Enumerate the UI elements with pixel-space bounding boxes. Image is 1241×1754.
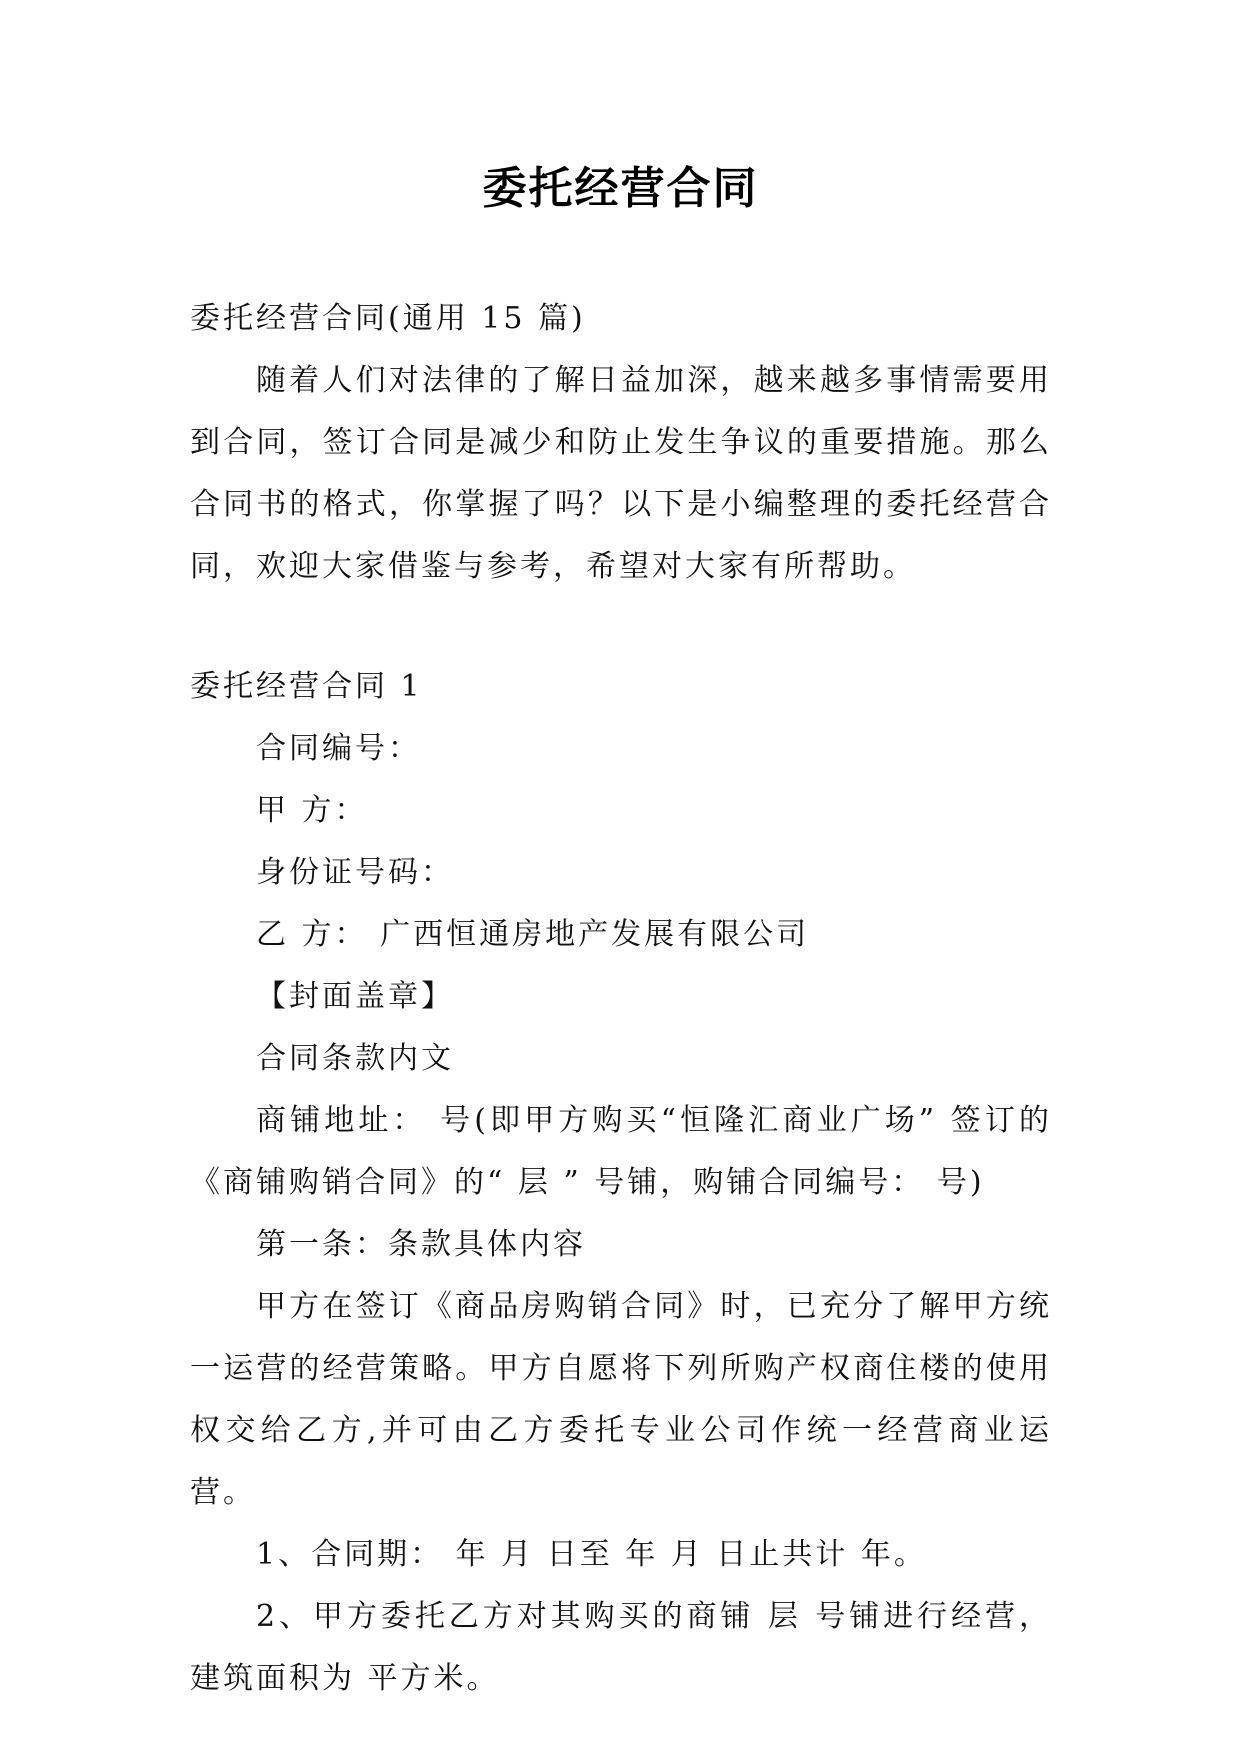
intro-paragraph: 随着人们对法律的了解日益加深，越来越多事情需要用到合同，签订合同是减少和防止发生争议的重要措施。那么合同书的格式，你掌握了吗？以下是小编整理的委托经营合同，欢迎大家借鉴与参考，希望对大家有所帮助。: [190, 363, 1052, 584]
item-shop-area: 2、甲方委托乙方对其购买的商铺 层 号铺进行经营，建筑面积为 平方米。: [190, 1599, 1052, 1696]
spacer: [190, 598, 1052, 656]
party-a-field: 甲 方：: [256, 793, 368, 828]
document-body: [190, 288, 1052, 1710]
document-title: 委托经营合同: [482, 163, 759, 214]
clauses-heading: 合同条款内文: [256, 1041, 454, 1076]
article-one-heading: 第一条：条款具体内容: [256, 1227, 586, 1262]
shop-address-paragraph: 商铺地址： 号(即甲方购买“恒隆汇商业广场” 签订的《商铺购销合同》的“ 层 ” 号铺，购铺合同编号： 号): [190, 1103, 1052, 1200]
seal-note: 【封面盖章】: [256, 979, 454, 1014]
article-one-paragraph: 甲方在签订《商品房购销合同》时，已充分了解甲方统一运营的经营策略。甲方自愿将下列所购产权商住楼的使用权交给乙方,并可由乙方委托专业公司作统一经营商业运营。: [190, 1289, 1052, 1510]
contract-number-field: 合同编号：: [256, 731, 421, 766]
document-subtitle: 委托经营合同(通用 15 篇): [190, 301, 586, 336]
id-number-field: 身份证号码：: [256, 855, 454, 890]
party-b-field: 乙 方： 广西恒通房地产发展有限公司: [256, 917, 810, 952]
section-heading: 委托经营合同 1: [190, 669, 423, 704]
item-contract-period: 1、合同期： 年 月 日至 年 月 日止共计 年。: [256, 1537, 927, 1572]
